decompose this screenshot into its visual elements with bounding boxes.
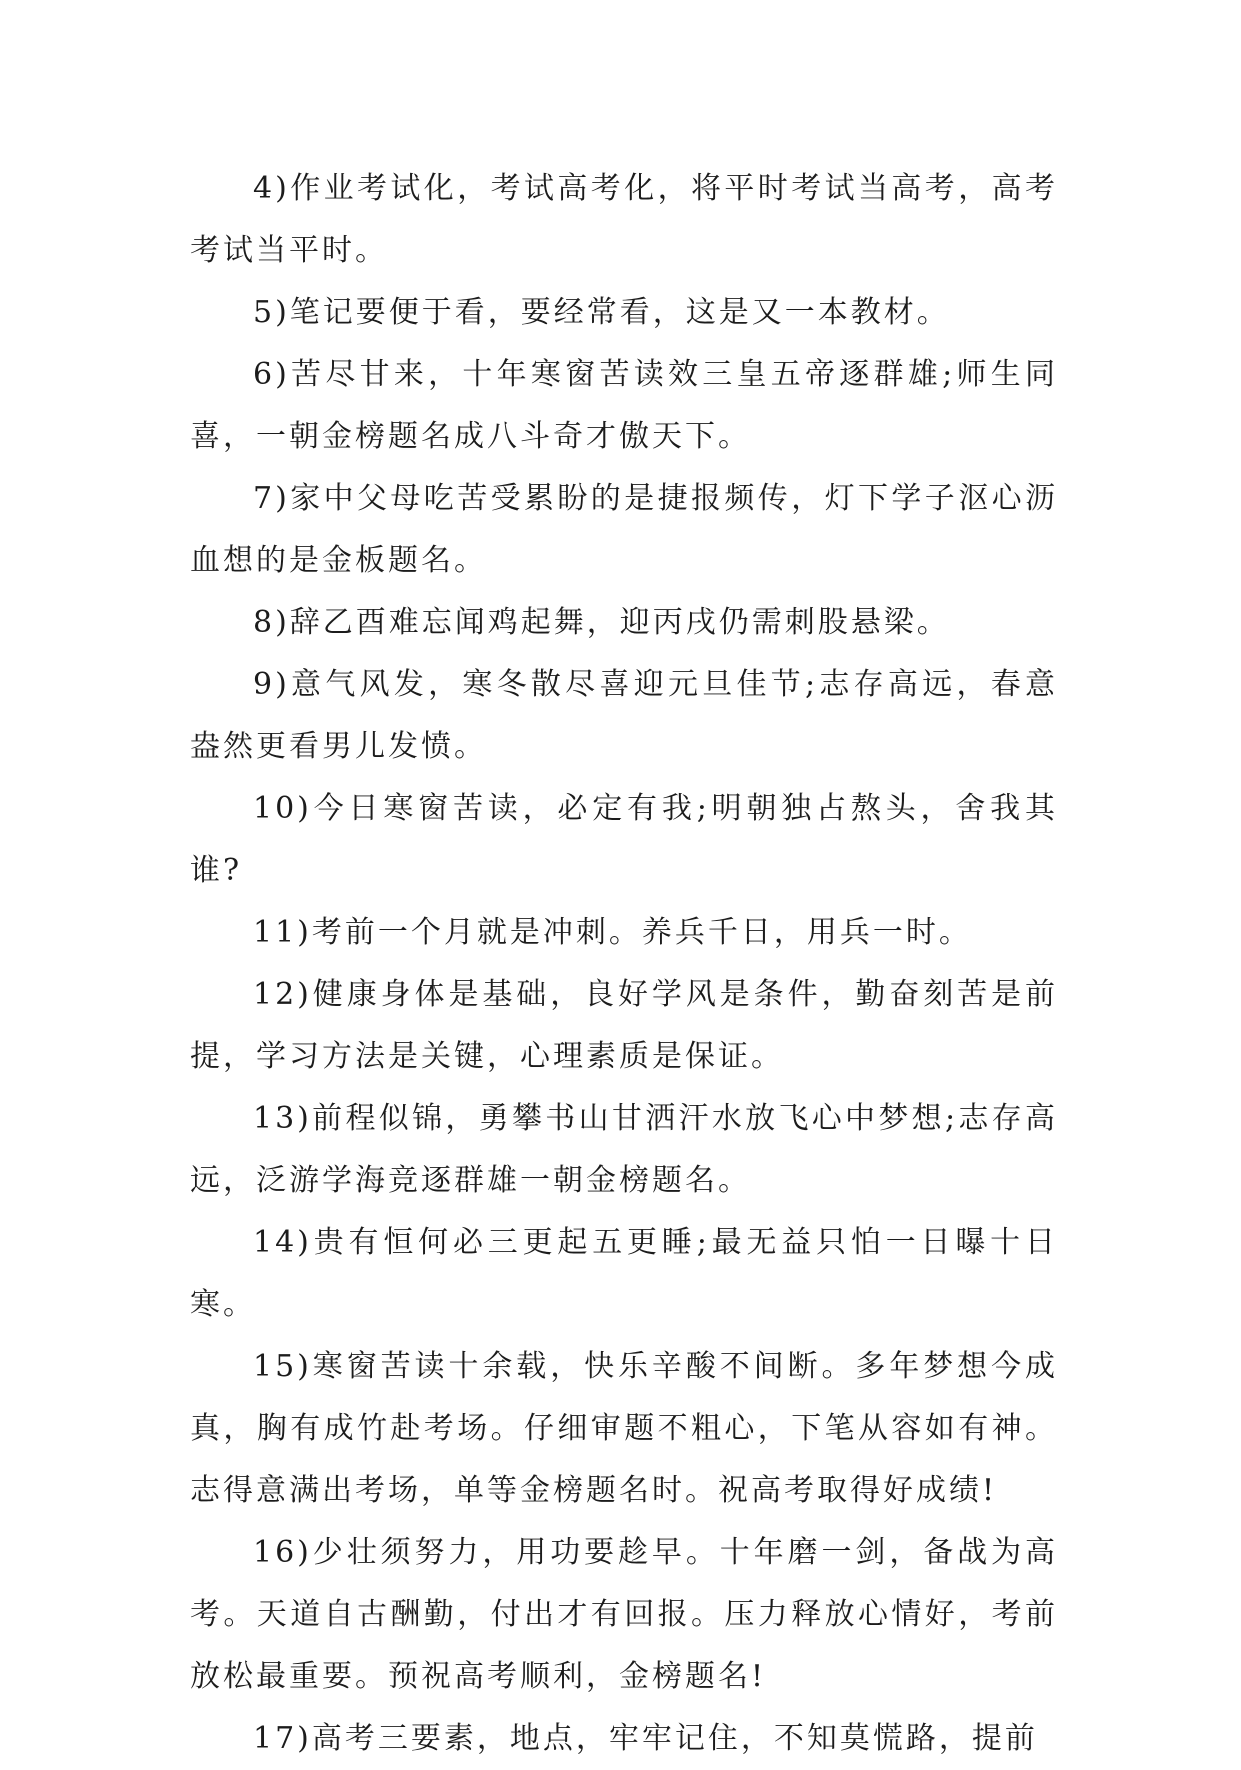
paragraph-7: 7)家中父母吃苦受累盼的是捷报频传，灯下学子沤心沥血想的是金板题名。 — [190, 481, 1058, 578]
paragraph-9: 9)意气风发，寒冬散尽喜迎元旦佳节;志存高远，春意盎然更看男儿发愤。 — [190, 667, 1058, 764]
document-body — [190, 158, 1058, 1770]
paragraph-16: 16)少壮须努力，用功要趁早。十年磨一剑，备战为高考。天道自古酬勤，付出才有回报。压力释放心情好，考前放松最重要。预祝高考顺利，金榜题名! — [190, 1535, 1058, 1694]
paragraph-17: 17)高考三要素，地点，牢牢记住，不知莫慌路，提前 — [253, 1721, 1038, 1756]
paragraph-15: 15)寒窗苦读十余载，快乐辛酸不间断。多年梦想今成真，胸有成竹赴考场。仔细审题不粗心，下笔从容如有神。志得意满出考场，单等金榜题名时。祝高考取得好成绩! — [190, 1349, 1058, 1508]
paragraph-10: 10)今日寒窗苦读，必定有我;明朝独占熬头，舍我其谁? — [190, 791, 1058, 888]
paragraph-4: 4)作业考试化，考试高考化，将平时考试当高考，高考考试当平时。 — [190, 171, 1058, 268]
paragraph-13: 13)前程似锦，勇攀书山甘洒汗水放飞心中梦想;志存高远，泛游学海竞逐群雄一朝金榜题名。 — [190, 1101, 1058, 1198]
paragraph-14: 14)贵有恒何必三更起五更睡;最无益只怕一日曝十日寒。 — [190, 1225, 1058, 1322]
paragraph-6: 6)苦尽甘来，十年寒窗苦读效三皇五帝逐群雄;师生同喜，一朝金榜题名成八斗奇才傲天下。 — [190, 357, 1058, 454]
paragraph-8: 8)辞乙酉难忘闻鸡起舞，迎丙戌仍需刺股悬梁。 — [253, 605, 950, 640]
paragraph-5: 5)笔记要便于看，要经常看，这是又一本教材。 — [253, 295, 950, 330]
paragraph-12: 12)健康身体是基础，良好学风是条件，勤奋刻苦是前提，学习方法是关键，心理素质是保证。 — [190, 977, 1058, 1074]
paragraph-11: 11)考前一个月就是冲刺。养兵千日，用兵一时。 — [253, 915, 972, 950]
